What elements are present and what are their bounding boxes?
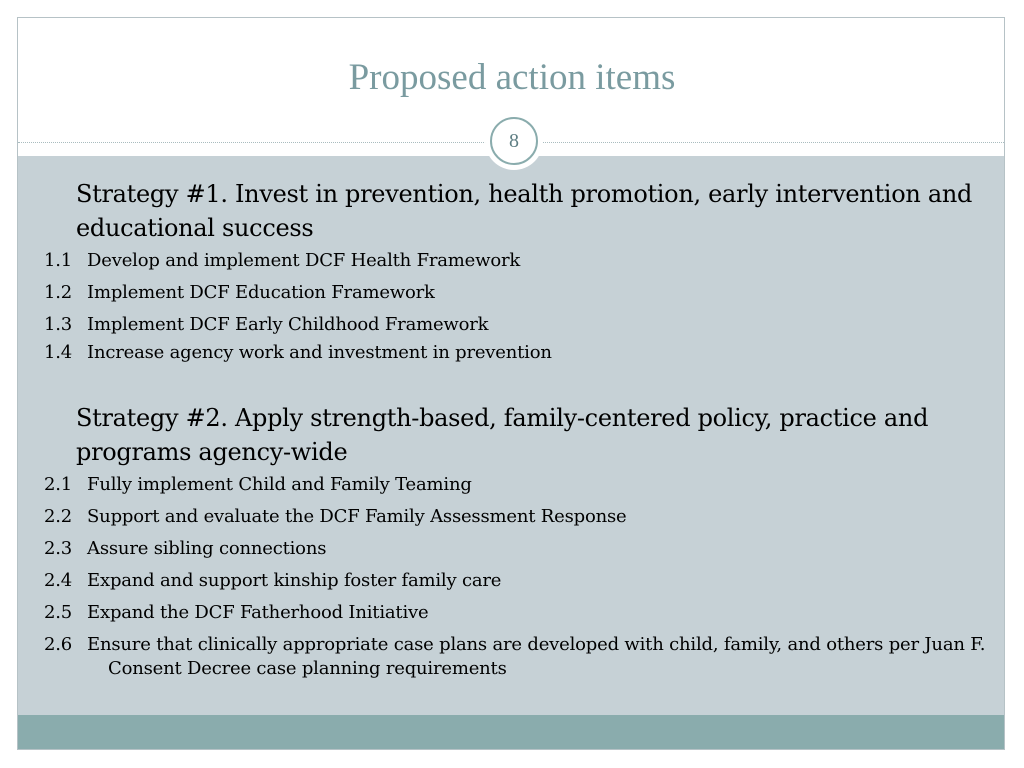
list-item (76, 281, 986, 305)
list-item (76, 569, 986, 593)
item-text: Increase agency work and investment in prevention (87, 342, 552, 363)
list-item (76, 537, 986, 561)
list-item (76, 249, 986, 273)
strategy-2-heading: Strategy #2. Apply strength-based, family-centered policy, practice and programs agency-wide (76, 404, 929, 466)
item-text: Fully implement Child and Family Teaming (87, 474, 472, 495)
item-text: Assure sibling connections (87, 538, 327, 559)
list-item (76, 601, 986, 625)
item-text: Ensure that clinically appropriate case plans are developed with child, family, and others per Juan F. Consent Decree case planning requirements (87, 634, 986, 679)
footer-band (18, 715, 1004, 749)
list-item (76, 313, 986, 337)
strategy-1-heading: Strategy #1. Invest in prevention, health promotion, early intervention and educational success (76, 180, 973, 242)
page-number-badge (485, 112, 543, 170)
list-item (76, 341, 986, 365)
item-text: Expand and support kinship foster family care (87, 570, 502, 591)
page-number: 8 (490, 117, 538, 165)
item-text: Implement DCF Early Childhood Framework (87, 314, 489, 335)
list-item (76, 505, 986, 529)
item-text: Support and evaluate the DCF Family Assessment Response (87, 506, 627, 527)
item-text: Develop and implement DCF Health Framework (87, 250, 521, 271)
list-item (76, 473, 986, 497)
list-item (76, 633, 986, 681)
slide-body (76, 177, 986, 681)
slide-title: Proposed action items (348, 57, 676, 98)
item-text: Expand the DCF Fatherhood Initiative (87, 602, 429, 623)
item-text: Implement DCF Education Framework (87, 282, 435, 303)
